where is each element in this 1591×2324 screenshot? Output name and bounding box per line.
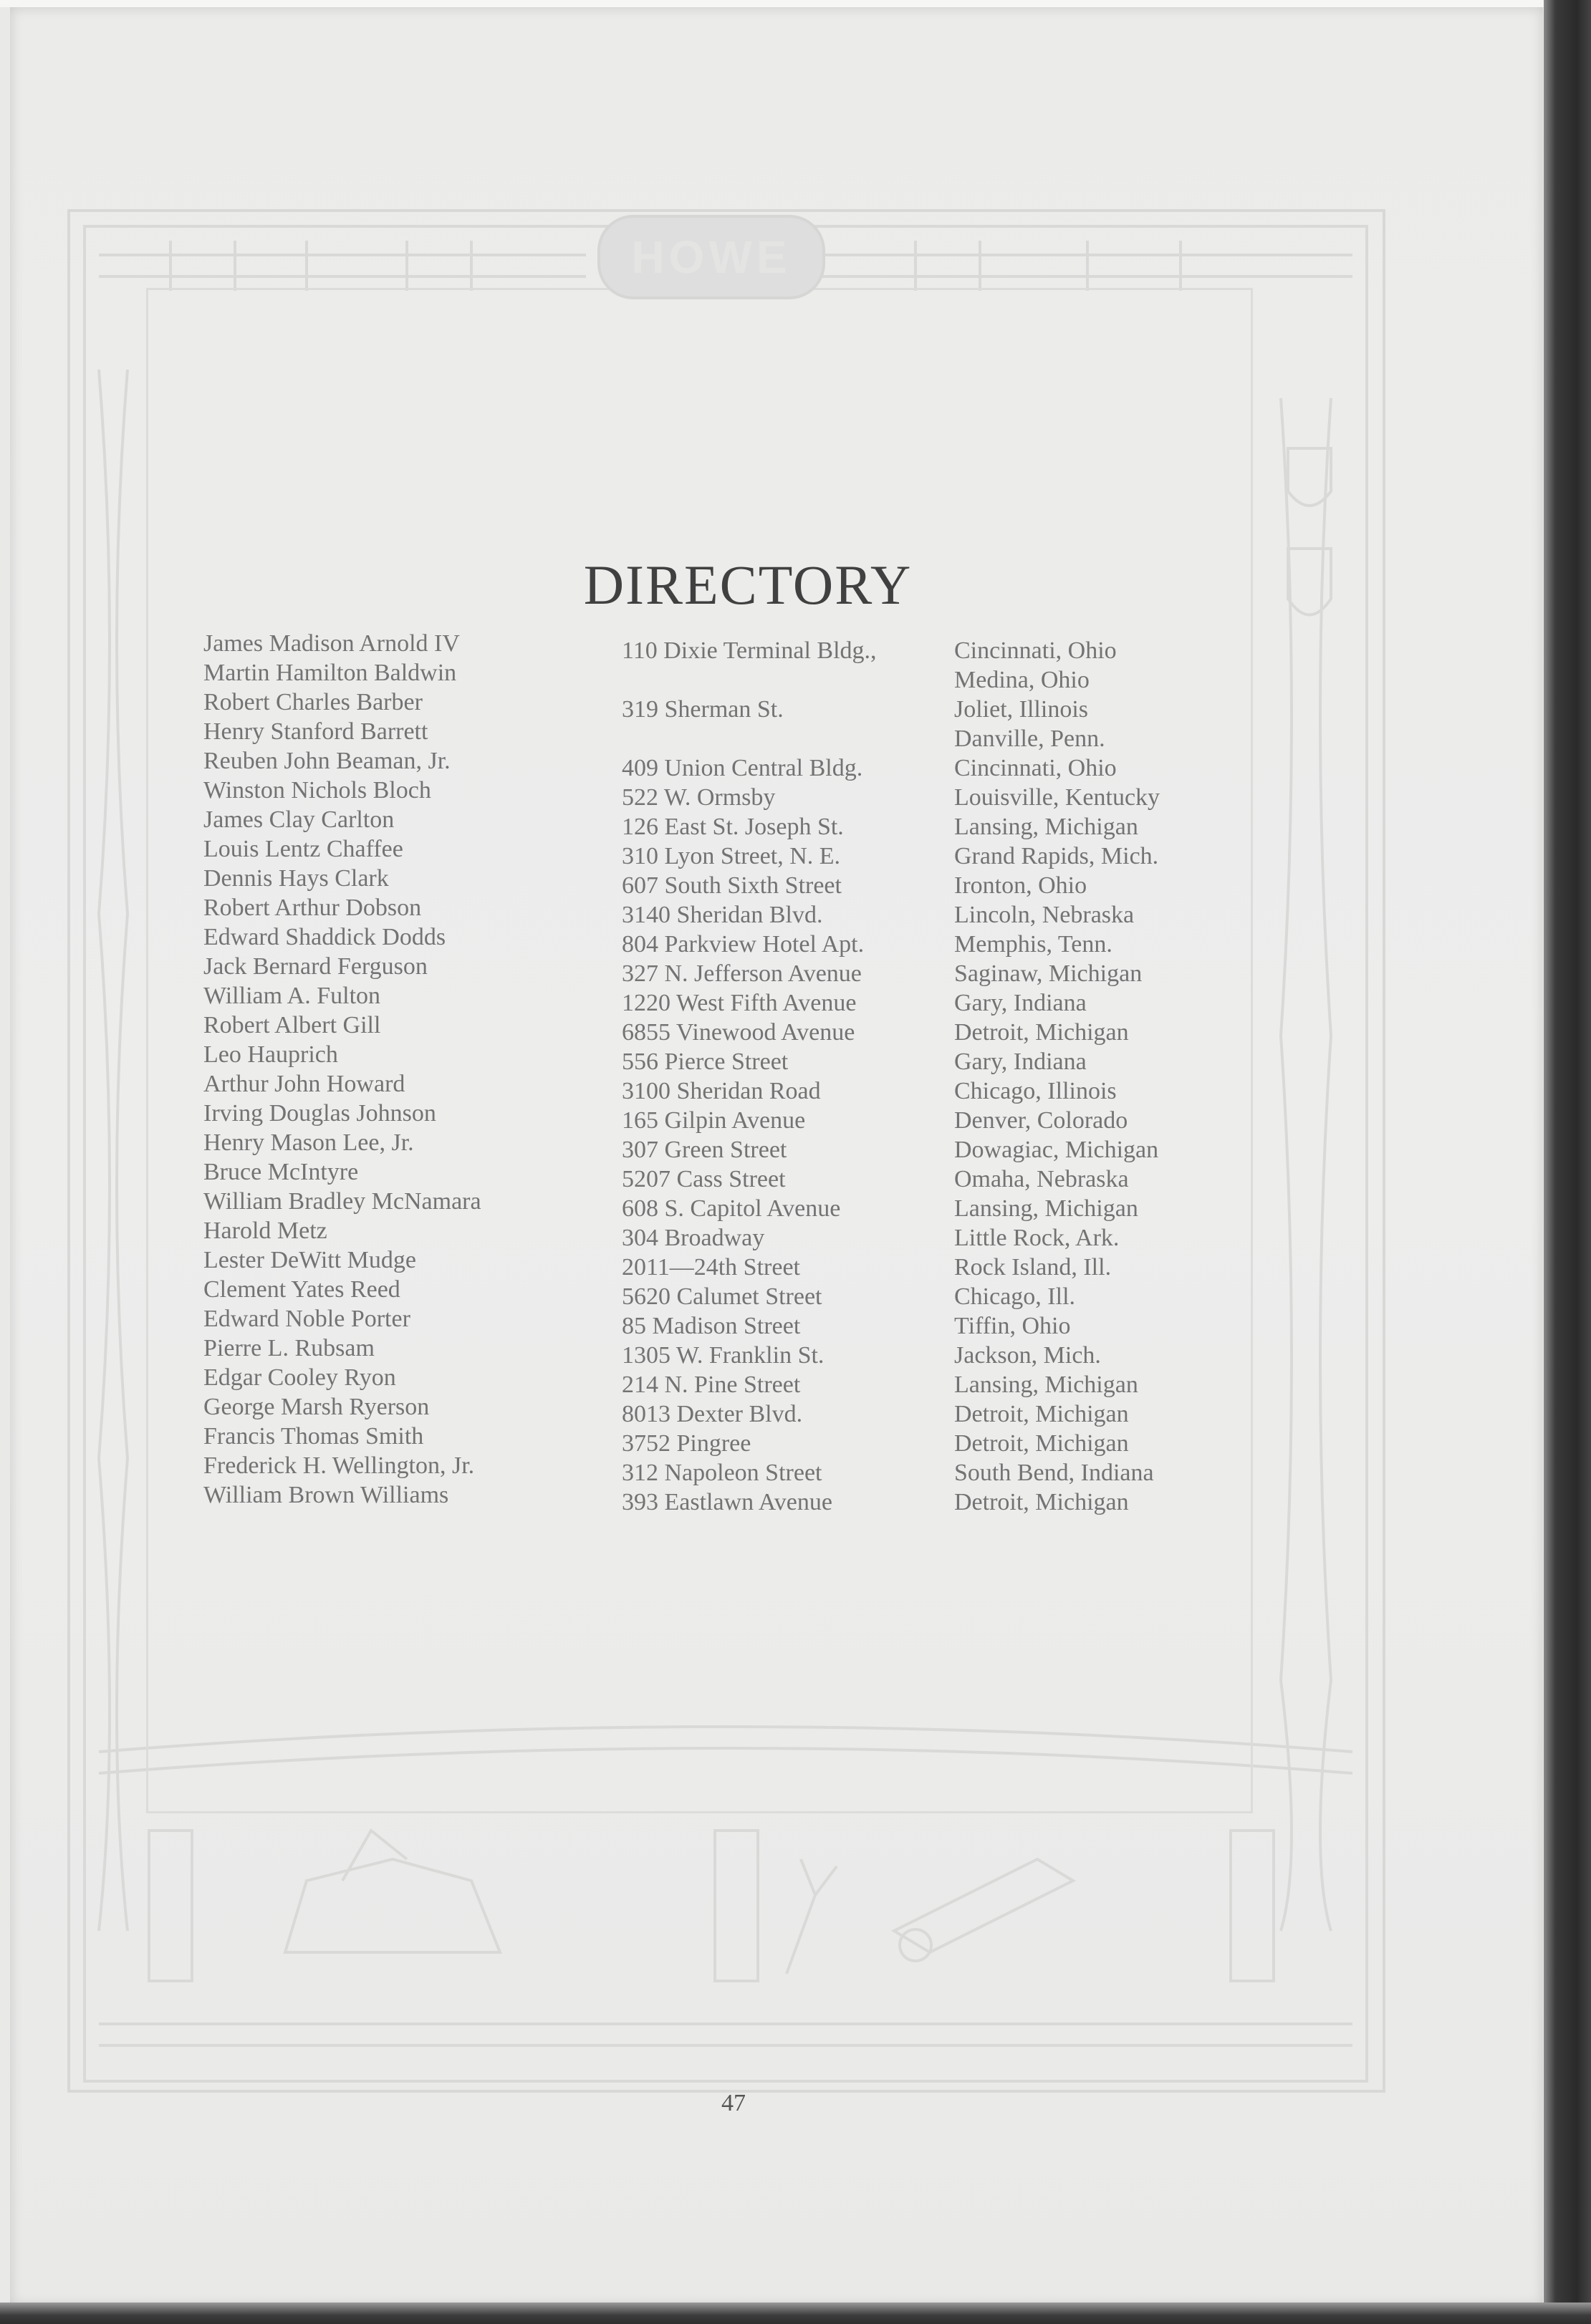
directory-street: 2011—24th Street (622, 1254, 800, 1281)
directory-street: 85 Madison Street (622, 1313, 801, 1339)
directory-street (622, 724, 937, 753)
directory-city: Dowagiac, Michigan (954, 1137, 1159, 1163)
directory-name: George Marsh Ryerson (203, 1394, 430, 1420)
directory-name: Clement Yates Reed (203, 1276, 400, 1303)
directory-city: Grand Rapids, Mich. (954, 843, 1159, 869)
directory-name: Dennis Hays Clark (203, 865, 389, 892)
directory-name: William Bradley McNamara (203, 1188, 481, 1215)
howe-badge: HOWE (597, 215, 825, 299)
directory-city: Omaha, Nebraska (954, 1166, 1129, 1192)
directory-city: Cincinnati, Ohio (954, 637, 1117, 664)
directory-name: Arthur John Howard (203, 1071, 405, 1097)
directory-city: Denver, Colorado (954, 1107, 1128, 1134)
directory-city: Lansing, Michigan (954, 814, 1138, 840)
directory-name: Irving Douglas Johnson (203, 1100, 436, 1127)
directory-name: Frederick H. Wellington, Jr. (203, 1452, 475, 1479)
directory-city: Cincinnati, Ohio (954, 755, 1117, 781)
directory-street: 607 South Sixth Street (622, 872, 842, 899)
directory-street: 3140 Sheridan Blvd. (622, 902, 823, 928)
directory-name: Henry Mason Lee, Jr. (203, 1129, 414, 1156)
directory-name: Winston Nichols Bloch (203, 777, 431, 804)
directory-city: Jackson, Mich. (954, 1342, 1101, 1369)
directory-name: Bruce McIntyre (203, 1159, 359, 1185)
directory-city: Chicago, Illinois (954, 1078, 1117, 1104)
directory-street: 327 N. Jefferson Avenue (622, 960, 862, 987)
directory-city: Memphis, Tenn. (954, 931, 1112, 958)
directory-name: William Brown Williams (203, 1482, 449, 1508)
page-title: DIRECTORY (583, 554, 913, 617)
directory-name: James Madison Arnold IV (203, 630, 460, 657)
directory-street: 556 Pierce Street (622, 1048, 789, 1075)
directory-city: Tiffin, Ohio (954, 1313, 1071, 1339)
directory-city: Detroit, Michigan (954, 1430, 1129, 1457)
directory-street: 126 East St. Joseph St. (622, 814, 844, 840)
directory-name: Robert Albert Gill (203, 1012, 381, 1038)
directory-name: Martin Hamilton Baldwin (203, 660, 457, 686)
names-column (203, 629, 605, 1510)
directory-name: Robert Arthur Dobson (203, 895, 422, 921)
directory-name: Henry Stanford Barrett (203, 718, 428, 745)
directory-name: William A. Fulton (203, 983, 381, 1009)
directory-name: Leo Hauprich (203, 1041, 338, 1068)
directory-city: Little Rock, Ark. (954, 1225, 1120, 1251)
directory-name: Reuben John Beaman, Jr. (203, 748, 451, 774)
directory-street: 608 S. Capitol Avenue (622, 1195, 841, 1222)
directory-city: Lansing, Michigan (954, 1195, 1138, 1222)
directory-street: 1305 W. Franklin St. (622, 1342, 825, 1369)
directory-street (622, 665, 937, 695)
directory-city: South Bend, Indiana (954, 1460, 1154, 1486)
directory-city: Medina, Ohio (954, 667, 1090, 693)
directory-name: James Clay Carlton (203, 806, 395, 833)
directory-city: Ironton, Ohio (954, 872, 1087, 899)
directory-street: 312 Napoleon Street (622, 1460, 822, 1486)
directory-street: 804 Parkview Hotel Apt. (622, 931, 865, 958)
directory-city: Rock Island, Ill. (954, 1254, 1112, 1281)
page-bottom-edge (0, 2303, 1591, 2324)
directory-name: Jack Bernard Ferguson (203, 953, 428, 980)
directory-city: Gary, Indiana (954, 990, 1087, 1016)
book-spine (1544, 0, 1591, 2324)
directory-city: Detroit, Michigan (954, 1489, 1129, 1515)
directory-street: 310 Lyon Street, N. E. (622, 843, 841, 869)
directory-name: Robert Charles Barber (203, 689, 423, 715)
directory-name: Edward Noble Porter (203, 1306, 410, 1332)
directory-name: Edgar Cooley Ryon (203, 1364, 396, 1391)
streets-column (622, 636, 937, 1517)
directory-street: 522 W. Ormsby (622, 784, 776, 811)
directory-city: Joliet, Illinois (954, 696, 1088, 723)
directory-city: Chicago, Ill. (954, 1283, 1076, 1310)
directory-street: 214 N. Pine Street (622, 1371, 801, 1398)
book-page (10, 7, 1543, 2306)
directory-city: Detroit, Michigan (954, 1019, 1129, 1046)
directory-street: 3752 Pingree (622, 1430, 751, 1457)
directory-street: 307 Green Street (622, 1137, 787, 1163)
directory-street: 1220 West Fifth Avenue (622, 990, 857, 1016)
directory-name: Louis Lentz Chaffee (203, 836, 403, 862)
directory-name: Lester DeWitt Mudge (203, 1247, 416, 1273)
directory-name: Pierre L. Rubsam (203, 1335, 375, 1361)
directory-city: Louisville, Kentucky (954, 784, 1160, 811)
directory-street: 319 Sherman St. (622, 696, 784, 723)
directory-street: 110 Dixie Terminal Bldg., (622, 637, 877, 664)
directory-city: Danville, Penn. (954, 725, 1105, 752)
directory-name: Edward Shaddick Dodds (203, 924, 446, 950)
directory-city: Saginaw, Michigan (954, 960, 1143, 987)
directory-street: 5207 Cass Street (622, 1166, 786, 1192)
directory-street: 165 Gilpin Avenue (622, 1107, 806, 1134)
directory-street: 5620 Calumet Street (622, 1283, 822, 1310)
directory-street: 304 Broadway (622, 1225, 765, 1251)
directory-street: 3100 Sheridan Road (622, 1078, 821, 1104)
directory-street: 393 Eastlawn Avenue (622, 1489, 832, 1515)
directory-street: 8013 Dexter Blvd. (622, 1401, 803, 1427)
directory-street: 6855 Vinewood Avenue (622, 1019, 855, 1046)
directory-city: Lincoln, Nebraska (954, 902, 1135, 928)
directory-street: 409 Union Central Bldg. (622, 755, 863, 781)
directory-city: Gary, Indiana (954, 1048, 1087, 1075)
cities-column (954, 636, 1241, 1517)
page-number: 47 (721, 2090, 746, 2116)
directory-city: Lansing, Michigan (954, 1371, 1138, 1398)
directory-name: Francis Thomas Smith (203, 1423, 424, 1450)
page-top-edge (0, 0, 1591, 7)
directory-city: Detroit, Michigan (954, 1401, 1129, 1427)
directory-name: Harold Metz (203, 1218, 327, 1244)
